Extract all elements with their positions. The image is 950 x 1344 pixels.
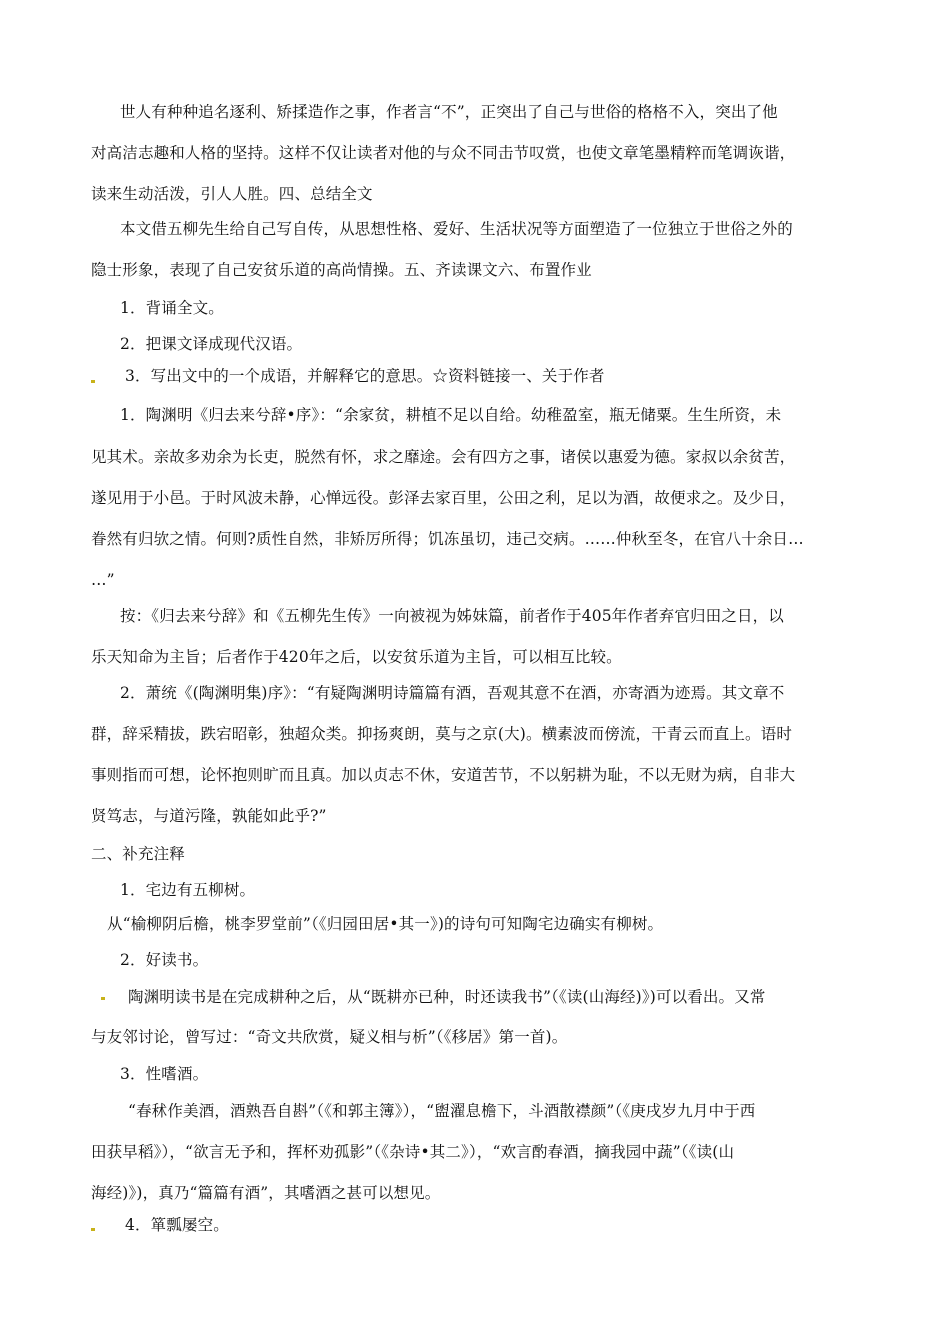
paragraph-line: 与友邻讨论，曾写过：“奇文共欣赏，疑义相与析”（《移居》第一首)。 bbox=[91, 1028, 568, 1046]
paragraph-line: 贤笃志，与道污隆，孰能如此乎?” bbox=[91, 807, 327, 825]
paragraph-line: 隐士形象，表现了自己安贫乐道的高尚情操。五、齐读课文六、布置作业 bbox=[91, 261, 592, 279]
paragraph-line: 遂见用于小邑。于时风波未静，心惮远役。彭泽去家百里，公田之利，足以为酒，故便求之。及少日， bbox=[91, 489, 796, 507]
margin-mark bbox=[101, 997, 105, 1000]
paragraph-line: 1．陶渊明《归去来兮辞•序》：“余家贫，耕植不足以自给。幼稚盈室，瓶无储粟。生生所资，未 bbox=[120, 406, 782, 424]
paragraph-line: 读来生动活泼，引人人胜。四、总结全文 bbox=[91, 185, 373, 203]
paragraph-line: 见其术。亲故多劝余为长吏，脱然有怀，求之靡途。会有四方之事，诸侯以惠爱为德。家叔以余贫苦， bbox=[91, 448, 796, 466]
paragraph-line: 事则指而可想，论怀抱则旷而且真。加以贞志不休，安道苦节，不以躬耕为耻，不以无财为病，自非大 bbox=[91, 766, 796, 784]
paragraph-line: …” bbox=[91, 571, 115, 589]
list-item: 1．背诵全文。 bbox=[120, 299, 224, 317]
margin-mark bbox=[91, 380, 95, 383]
margin-mark bbox=[91, 1228, 95, 1231]
paragraph-line: 眷然有归欤之情。何则?质性自然，非矫厉所得；饥冻虽切，违己交病。……仲秋至冬，在官八十余日… bbox=[91, 530, 804, 548]
list-item: 4．箪瓢屡空。 bbox=[125, 1216, 229, 1234]
paragraph-line: 对高洁志趣和人格的坚持。这样不仅让读者对他的与众不同击节叹赏，也使文章笔墨精粹而笔调诙谐， bbox=[91, 144, 796, 162]
paragraph-line: 2．萧统《(陶渊明集)序》：“有疑陶渊明诗篇篇有酒，吾观其意不在酒，亦寄酒为迹焉。其文章不 bbox=[120, 684, 785, 702]
paragraph-line: 群，辞采精拔，跌宕昭彰，独超众类。抑扬爽朗，莫与之京(大)。横素波而傍流，干青云而直上。语时 bbox=[91, 725, 792, 743]
list-item: 1．宅边有五柳树。 bbox=[120, 881, 256, 899]
paragraph-line: 海经)》)，真乃“篇篇有酒”，其嗜酒之甚可以想见。 bbox=[91, 1184, 441, 1202]
list-item: 3．写出文中的一个成语，并解释它的意思。☆资料链接一、关于作者 bbox=[125, 367, 605, 385]
paragraph-line: 按：《归去来兮辞》和《五柳先生传》一向被视为姊妹篇，前者作于405年作者弃官归田之日，以 bbox=[120, 607, 784, 625]
paragraph-line: 世人有种种追名逐利、矫揉造作之事，作者言“不”，正突出了自己与世俗的格格不入，突出了他 bbox=[120, 103, 778, 121]
paragraph-line: 乐天知命为主旨；后者作于420年之后，以安贫乐道为主旨，可以相互比较。 bbox=[91, 648, 622, 666]
list-item: 2．把课文译成现代汉语。 bbox=[120, 335, 303, 353]
paragraph-line: 从“榆柳阴后檐，桃李罗堂前”（《归园田居•其一》)的诗句可知陶宅边确实有柳树。 bbox=[107, 915, 664, 933]
paragraph-line: 田获早稻》），“欲言无予和，挥杯劝孤影”（《杂诗•其二》），“欢言酌春酒，摘我园中蔬”（《读(山 bbox=[91, 1143, 735, 1161]
list-item: 3．性嗜酒。 bbox=[120, 1065, 209, 1083]
paragraph-line: 本文借五柳先生给自己写自传，从思想性格、爱好、生活状况等方面塑造了一位独立于世俗之外的 bbox=[120, 220, 793, 238]
section-heading: 二、补充注释 bbox=[91, 845, 185, 863]
paragraph-line: “春秫作美酒，酒熟吾自斟”（《和郭主簿》），“盥濯息檐下，斗酒散襟颜”（《庚戌岁九月中于西 bbox=[128, 1102, 756, 1120]
list-item: 2．好读书。 bbox=[120, 951, 209, 969]
paragraph-line: 陶渊明读书是在完成耕种之后，从“既耕亦已种，时还读我书”（《读(山海经)》)可以看出。又常 bbox=[128, 988, 766, 1006]
